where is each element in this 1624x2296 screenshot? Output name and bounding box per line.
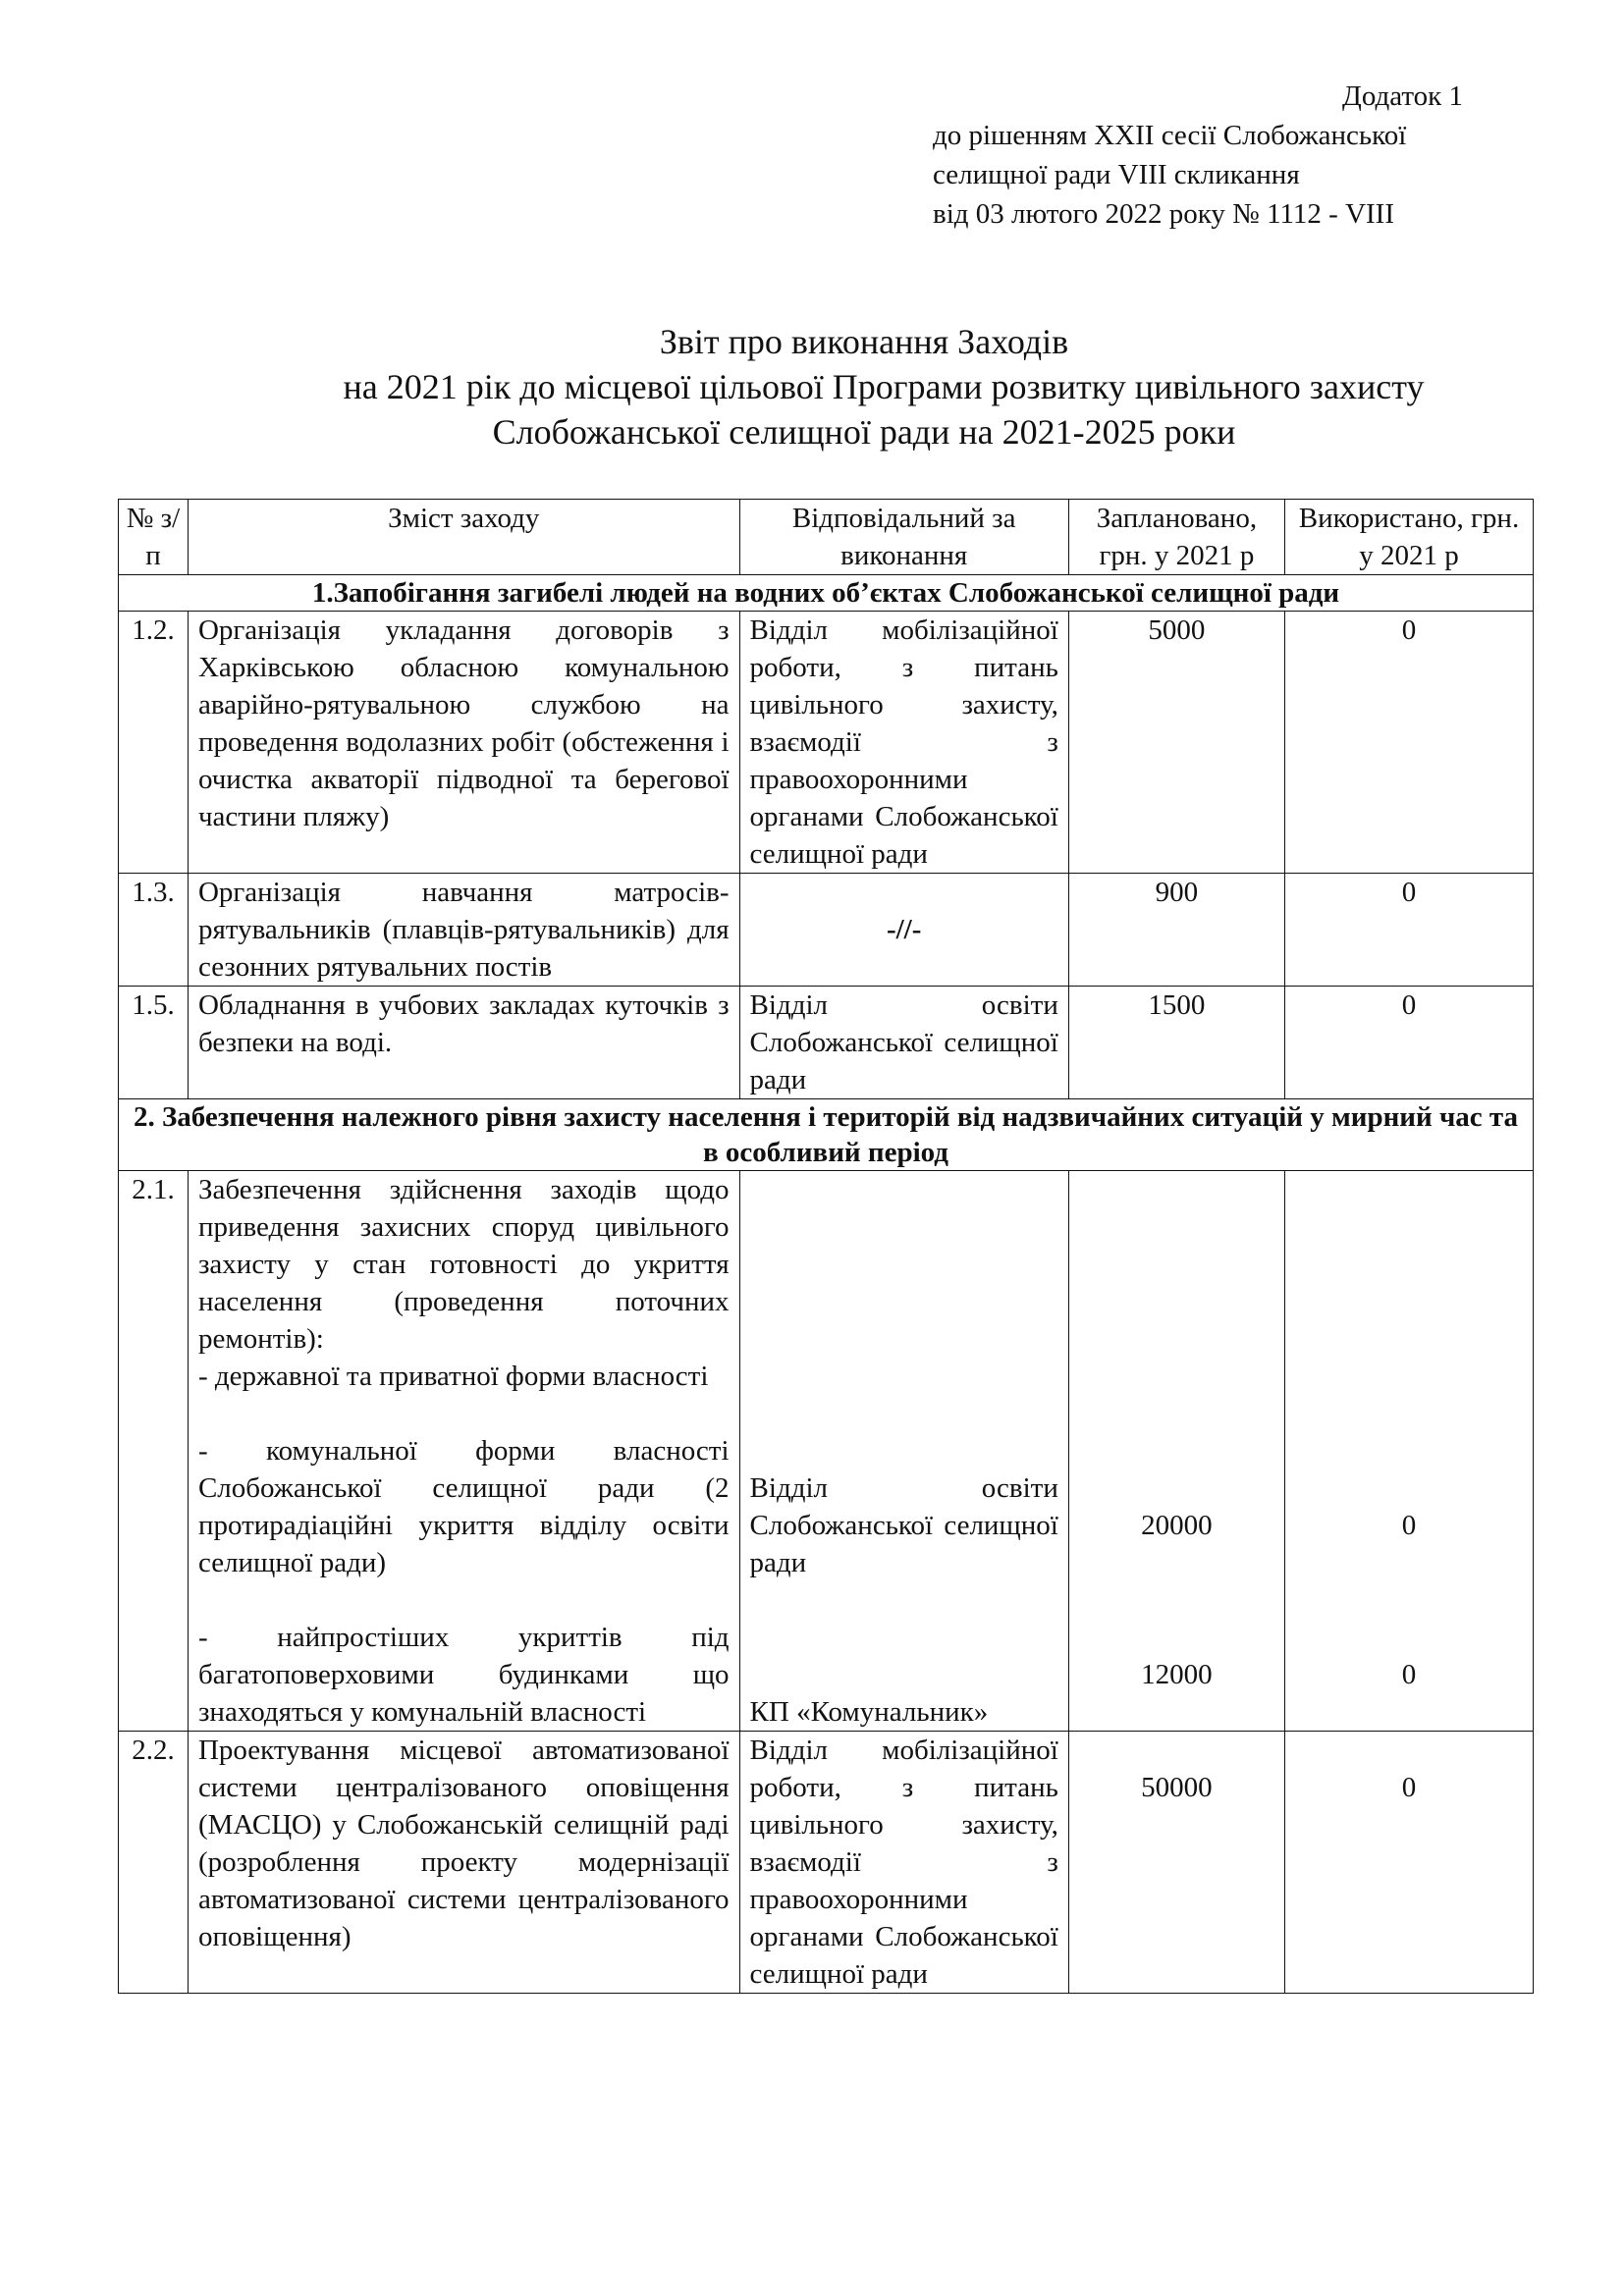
- addendum-block: [933, 77, 1542, 234]
- row-responsible: -//-: [739, 874, 1068, 987]
- row-used-sub: 0: [1401, 1659, 1417, 1690]
- row-planned: 5000: [1068, 612, 1284, 874]
- report-title: [147, 319, 1600, 454]
- row-subitem: - державної та приватної форми власності: [197, 1361, 709, 1392]
- table-row: [119, 987, 1534, 1099]
- title-line: Слобожанської селищної ради на 2021-2025 роки: [492, 412, 1236, 452]
- addendum-line: від 03 лютого 2022 року № 1112 - VIII: [933, 198, 1394, 230]
- section-title: 2. Забезпечення належного рівня захисту населення і територій від надзвичайних ситуацій у мирний час та в особливий період: [119, 1099, 1534, 1171]
- row-used-value: 0: [1401, 1772, 1417, 1803]
- row-used: 0: [1284, 987, 1533, 1099]
- row-planned: 900: [1068, 874, 1284, 987]
- row-responsible: Відділ мобілізаційної роботи, з питань цивільного захисту, взаємодії з правоохоронними органами Слобожанської селищної ради: [739, 612, 1068, 874]
- table-row: [119, 874, 1534, 987]
- header-used: Використано, грн. у 2021 р: [1284, 500, 1533, 575]
- row-planned: [1068, 1732, 1284, 1994]
- row-responsible-sub: КП «Комунальник»: [749, 1696, 989, 1728]
- row-planned-sub: 20000: [1141, 1510, 1213, 1541]
- header-responsible: Відповідальний за виконання: [739, 500, 1068, 575]
- header-num: № з/п: [119, 500, 189, 575]
- row-num: 1.5.: [119, 987, 189, 1099]
- header-content: Зміст заходу: [188, 500, 739, 575]
- table-row: [119, 612, 1534, 874]
- title-line: на 2021 рік до місцевої цільової Програми розвитку цивільного захисту: [343, 367, 1425, 406]
- row-used: 0: [1284, 874, 1533, 987]
- row-intro: Забезпечення здійснення заходів щодо приведення захисних споруд цивільного захисту у стан готовності до укриття населення (проведення поточних ремонтів):: [197, 1174, 730, 1355]
- row-planned-value: 50000: [1141, 1772, 1213, 1803]
- row-planned: 1500: [1068, 987, 1284, 1099]
- row-content: Організація укладання договорів з Харківською обласною комунальною аварійно-рятувальною службою на проведення водолазних робіт (обстеження і очистка акваторії підводної та берегової частини пляжу): [188, 612, 739, 874]
- table-header-row: [119, 500, 1534, 575]
- title-line: Звіт про виконання Заходів: [659, 322, 1069, 361]
- table-row: [119, 1171, 1534, 1732]
- row-responsible: Відділ мобілізаційної роботи, з питань цивільного захисту, взаємодії з правоохоронними органами Слобожанської селищної ради: [739, 1732, 1068, 1994]
- row-used: 0: [1284, 612, 1533, 874]
- row-planned-sub: 12000: [1141, 1659, 1213, 1690]
- section-row: [119, 1099, 1534, 1171]
- row-content: [188, 1171, 739, 1732]
- row-responsible-sub: Відділ освіти Слобожанської селищної ради: [749, 1472, 1058, 1578]
- row-used: [1284, 1732, 1533, 1994]
- addendum-line: Додаток 1: [1342, 80, 1463, 112]
- section-title: 1.Запобігання загибелі людей на водних об’єктах Слобожанської селищної ради: [119, 575, 1534, 612]
- row-num: 2.2.: [119, 1732, 189, 1994]
- row-content: Проектування місцевої автоматизованої системи централізованого оповіщення (МАСЦО) у Слобожанській селищній раді (розроблення проекту модернізації автоматизованої системи централізованого оповіщення): [188, 1732, 739, 1994]
- row-planned: [1068, 1171, 1284, 1732]
- table-row: [119, 1732, 1534, 1994]
- row-num: 1.3.: [119, 874, 189, 987]
- row-subitem: - найпростіших укриттів під багатоповерховими будинками що знаходяться у комунальній власності: [197, 1622, 730, 1728]
- row-used: [1284, 1171, 1533, 1732]
- row-subitem: - комунальної форми власності Слобожанської селищної ради (2 протирадіаційні укриття відділу освіти селищної ради): [197, 1435, 730, 1578]
- addendum-line: до рішенням XXII сесії Слобожанської: [933, 120, 1407, 151]
- row-used-sub: 0: [1401, 1510, 1417, 1541]
- measures-table: [118, 499, 1534, 1994]
- addendum-line: селищної ради VIII скликання: [933, 159, 1300, 190]
- row-content: Організація навчання матросів-рятувальників (плавців-рятувальників) для сезонних рятувальних постів: [188, 874, 739, 987]
- header-planned: Заплановано, грн. у 2021 р: [1068, 500, 1284, 575]
- row-num: 2.1.: [119, 1171, 189, 1732]
- row-responsible: Відділ освіти Слобожанської селищної ради: [739, 987, 1068, 1099]
- row-content: Обладнання в учбових закладах куточків з безпеки на воді.: [188, 987, 739, 1099]
- row-num: 1.2.: [119, 612, 189, 874]
- row-responsible: [739, 1171, 1068, 1732]
- section-row: [119, 575, 1534, 612]
